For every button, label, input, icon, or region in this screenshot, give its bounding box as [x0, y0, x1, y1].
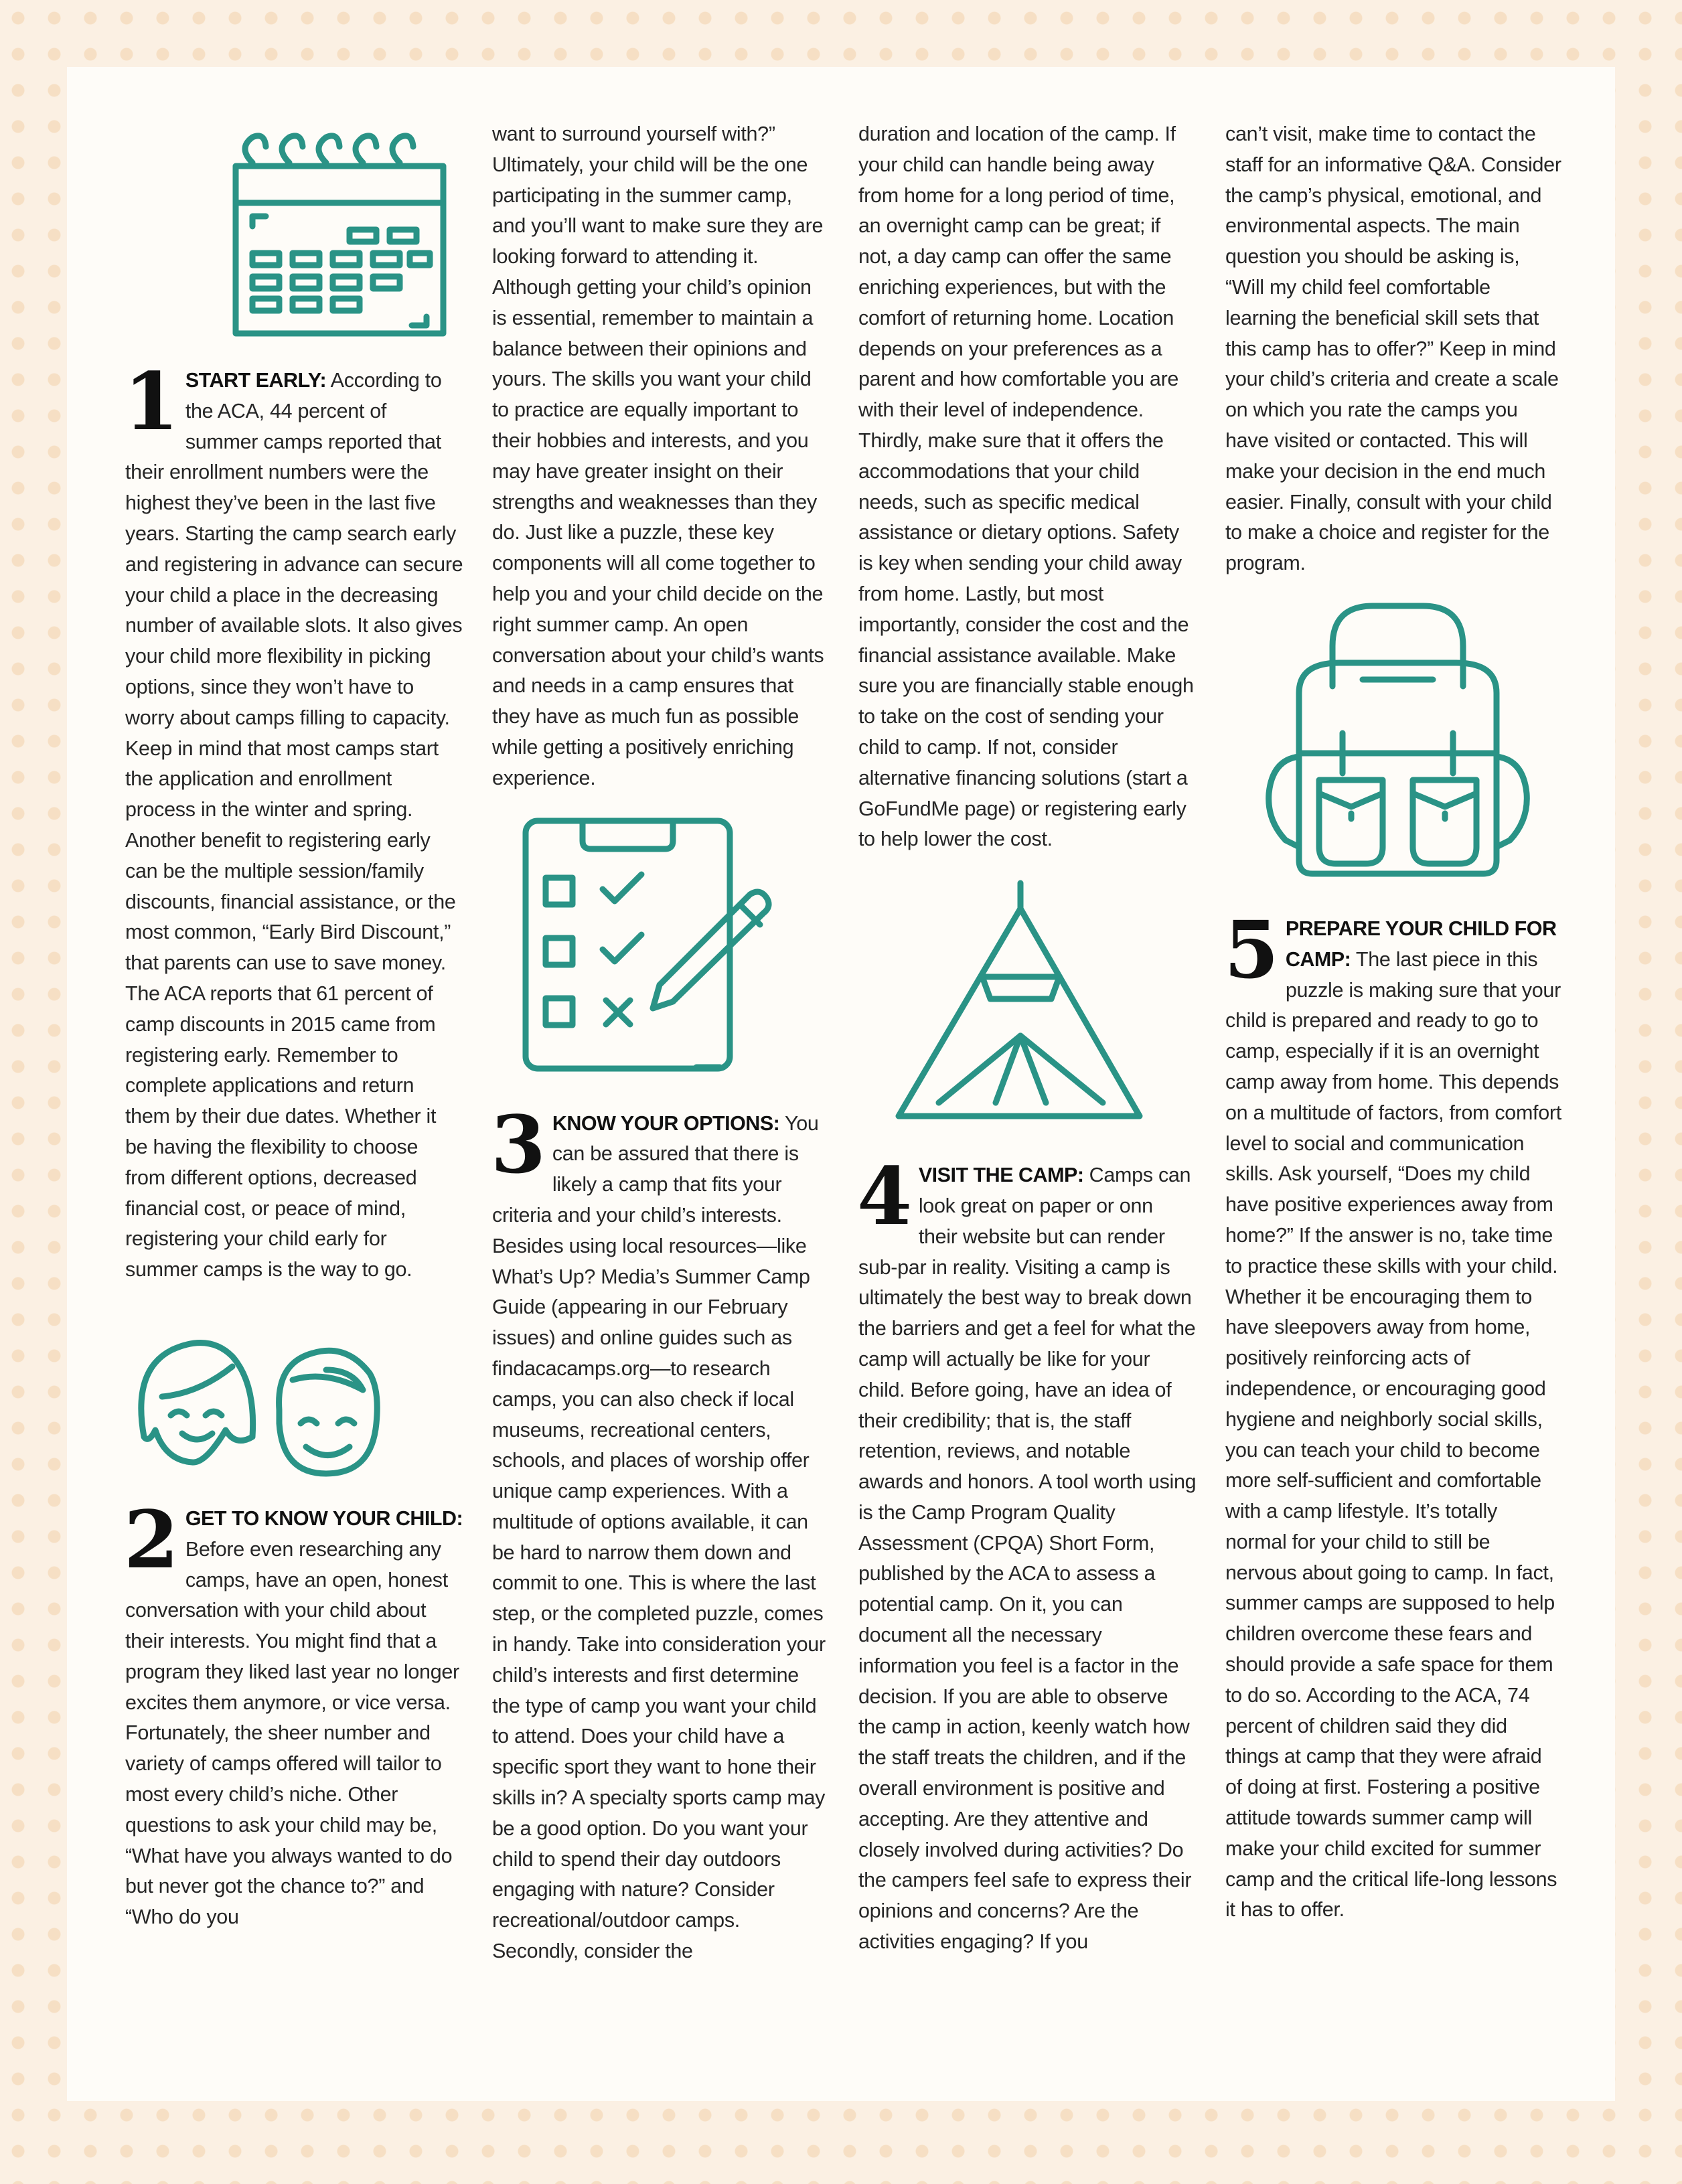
section-4 — [857, 1150, 1197, 1958]
column-3 — [858, 119, 1197, 1958]
backpack-icon — [1225, 599, 1563, 887]
section-4-body: Camps can look great on paper or onn their website but can render sub-par in reality. Visiting a camp is ultimately the best way to break down the barriers and get a feel for what the camp will actually be like for your child. Before going, have an idea of their credibility; that is, the staff retention, reviews, and notable awards and honors. A tool worth using is the Camp Program Quality Assessment (CPQA) Short Form, published by the ACA to assess a potential camp. On it, you can document all the necessary information you feel is a factor in the decision. If you are able to observe the camp in action, keenly watch how the staff treats the children, and if the overall environment is positive and accepting. Are they attentive and closely involved during activities? Do the campers feel safe to express their opinions and concerns? Are the activities engaging? If you — [858, 1164, 1197, 1954]
tent-icon — [858, 875, 1197, 1136]
drop-cap-1: 1 — [124, 355, 179, 448]
section-4-heading: VISIT THE CAMP: — [918, 1164, 1084, 1187]
section-2-continued: want to surround yourself with?” Ultimately, your child will be the one participating in the summer camp, and you’ll want to make sure they are looking forward to attending it. Although getting your child’s opinion is essential, remember to maintain a balance between their opinions and yours. The skills you want your child to practice are equally important to their hobbies and interests, and you may have greater insight on their strengths and weaknesses than they do. Just like a puzzle, these key components will all come together to help you and your child decide on the right summer camp. An open conversation about your child’s wants and needs in a camp ensures that they have as much fun as possible while getting a positively enriching experience. — [492, 123, 824, 789]
drop-cap-4: 4 — [857, 1150, 912, 1243]
column-2 — [492, 119, 830, 1967]
section-5-body: The last piece in this puzzle is making sure that your child is prepared and ready to go to camp, especially if it is an overnight camp away from home. This depends on a multitude of factors, from comfort level to social and communication skills. Ask yourself, “Does my child have positive experiences away from home?” If the answer is no, take time to practice these skills with your child. Whether it be encouraging them to have sleepovers away from home, positively reinforcing acts of independence, or encouraging good hygiene and neighborly social skills, you can teach your child to become more self-sufficient and comfortable with a camp lifestyle. It’s totally normal for your child to still be nervous about going to camp. In fact, summer camps are supposed to help children overcome these fears and should provide a safe space for them to do so. According to the ACA, 74 percent of children said they did things at camp that they were afraid of doing at first. Fostering a positive attitude towards summer camp will make your child excited for summer camp and the critical life-long lessons it has to offer. — [1225, 947, 1561, 1922]
section-5-heading: PREPARE YOUR CHILD FOR CAMP: — [1285, 917, 1557, 971]
section-3-continued: duration and location of the camp. If your child can handle being away from home for a long period of time, an overnight camp can be great; if not, a day camp can offer the same enriching experiences, but with the comfort of returning home. Location depends on your preferences as a parent and how comfortable you are with their level of independence. Thirdly, make sure that it offers the accommodations that your child needs, such as specific medical assistance or dietary options. Safety is key when sending your child away from home. Lastly, but most importantly, consider the cost and the financial assistance available. Make sure you are financially stable enough to take on the cost of sending your child to camp. If not, consider alternative financing solutions (start a GoFundMe page) or registering early to help lower the cost. — [858, 123, 1194, 851]
calendar-icon — [125, 126, 463, 354]
section-4-continued: can’t visit, make time to contact the staff for an informative Q&A. Consider the camp’s physical, emotional, and environmental aspects. The main question you should be asking is, “Will my child feel comfortable learning the beneficial skill sets that this camp has to offer?” Keep in mind your child’s criteria and create a scale on which you rate the camps you have visited or contacted. This will make your decision in the end much easier. Finally, consult with your child to make a choice and register for the program. — [1225, 123, 1561, 575]
drop-cap-5: 5 — [1224, 903, 1279, 996]
section-2-body: Before even researching any camps, have an open, honest conversation with your child about their interests. You might find that a program they liked last year no longer excites them anymore, or vice versa. Fortunately, the sheer number and variety of camps offered will tailor to most every child’s niche. Other questions to ask your child may be, “What have you always wanted to do but never got the chance to?” and “Who do you — [125, 1537, 459, 1929]
column-1 — [125, 126, 463, 1933]
section-3-heading: KNOW YOUR OPTIONS: — [552, 1111, 780, 1135]
section-2 — [124, 1492, 463, 1933]
section-1-heading: START EARLY: — [185, 369, 327, 392]
section-3-body: You can be assured that there is likely a camp that fits your criteria and your child’s interests. Besides using local resources—like What’s Up? Media’s Summer Camp Guide (appearing in our February issues) and online guides such as findacacamps.org—to research camps, you can also check if local museums, recreational centers, schools, and places of worship offer unique camp experiences. With a multitude of options available, it can be hard to narrow them down and commit to one. This is where the last step, or the completed puzzle, comes in handy. Take into consideration your child’s interests and first determine the type of camp you want your child to attend. Does your child have a specific sport they want to hone their skills in? A specialty sports camp may be a good option. Do you want your child to spend their day outdoors engaging with nature? Consider recreational/outdoor camps. Secondly, consider the — [492, 1111, 826, 1963]
checklist-icon — [492, 807, 830, 1089]
kids-faces-icon — [125, 1316, 463, 1484]
drop-cap-3: 3 — [491, 1097, 546, 1191]
drop-cap-2: 2 — [124, 1492, 179, 1586]
page-panel — [67, 67, 1615, 2101]
section-5 — [1224, 903, 1563, 1926]
column-4 — [1225, 119, 1563, 1926]
section-2-heading: GET TO KNOW YOUR CHILD: — [185, 1506, 463, 1530]
section-1-body: According to the ACA, 44 percent of summer camps reported that their enrollment numbers were the highest they’ve been in the last five years. Starting the camp search early and registering in advance can secure your child a place in the decreasing number of available slots. It also gives your child more flexibility in picking options, since they won’t have to worry about camps filling to capacity. Keep in mind that most camps start the application and enrollment process in the winter and spring. Another benefit to registering early can be the multiple session/family discounts, financial assistance, or the most common, “Early Bird Discount,” that parents can use to save money. The ACA reports that 61 percent of camp discounts in 2015 came from registering early. Remember to complete applications and return them by their due dates. Whether it be having the flexibility to choose from different options, decreased financial cost, or peace of mind, registering your child early for summer camps is the way to go. — [125, 369, 463, 1281]
section-1 — [124, 355, 463, 1285]
section-3 — [491, 1097, 830, 1967]
